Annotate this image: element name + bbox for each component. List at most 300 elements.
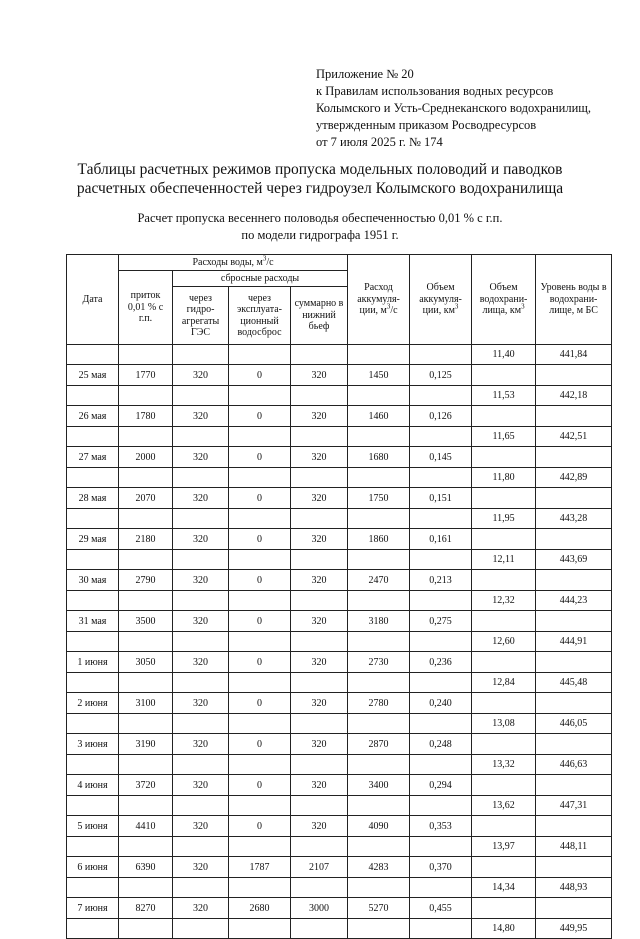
cell-empty xyxy=(119,837,173,857)
cell-accumulation-volume: 0,145 xyxy=(410,447,472,468)
cell-empty xyxy=(472,857,536,878)
cell-empty xyxy=(410,345,472,365)
cell-reservoir-volume: 13,32 xyxy=(472,755,536,775)
cell-empty xyxy=(410,386,472,406)
cell-date: 26 мая xyxy=(67,406,119,427)
cell-empty xyxy=(348,919,410,939)
cell-empty xyxy=(67,714,119,734)
title-line: Таблицы расчетных режимов пропуска модельных половодий и паводков xyxy=(77,161,563,178)
cell-water-level: 449,95 xyxy=(536,919,612,939)
cell-via-spillway: 0 xyxy=(229,570,291,591)
cell-empty xyxy=(472,570,536,591)
cell-empty xyxy=(67,468,119,488)
cell-total-downstream: 320 xyxy=(291,693,348,714)
cell-empty xyxy=(410,591,472,611)
flood-regime-table xyxy=(66,254,612,939)
table-row xyxy=(67,632,612,652)
header-exponent: 3 xyxy=(454,302,459,311)
cell-empty xyxy=(536,611,612,632)
table-row xyxy=(67,591,612,611)
table-row xyxy=(67,427,612,447)
cell-via-spillway: 0 xyxy=(229,734,291,755)
cell-empty xyxy=(472,898,536,919)
cell-empty xyxy=(67,427,119,447)
cell-empty xyxy=(410,714,472,734)
cell-empty xyxy=(472,406,536,427)
cell-empty xyxy=(348,755,410,775)
cell-empty xyxy=(291,919,348,939)
cell-total-downstream: 320 xyxy=(291,611,348,632)
cell-empty xyxy=(229,345,291,365)
cell-water-level: 442,51 xyxy=(536,427,612,447)
cell-accumulation-volume: 0,236 xyxy=(410,652,472,673)
cell-water-level: 444,91 xyxy=(536,632,612,652)
cell-empty xyxy=(173,386,229,406)
appendix-reference xyxy=(316,66,591,151)
header-accumulation-volume xyxy=(410,255,472,345)
cell-via-spillway: 2680 xyxy=(229,898,291,919)
cell-accumulation-flow: 5270 xyxy=(348,898,410,919)
cell-empty xyxy=(67,755,119,775)
table-row xyxy=(67,796,612,816)
cell-empty xyxy=(119,591,173,611)
cell-empty xyxy=(67,796,119,816)
cell-empty xyxy=(119,632,173,652)
cell-empty xyxy=(229,919,291,939)
cell-accumulation-flow: 1860 xyxy=(348,529,410,550)
cell-inflow: 3190 xyxy=(119,734,173,755)
cell-empty xyxy=(291,509,348,529)
cell-accumulation-volume: 0,151 xyxy=(410,488,472,509)
cell-empty xyxy=(536,857,612,878)
cell-empty xyxy=(472,447,536,468)
cell-empty xyxy=(348,345,410,365)
cell-reservoir-volume: 12,84 xyxy=(472,673,536,693)
cell-via-hpp: 320 xyxy=(173,447,229,468)
cell-reservoir-volume: 11,80 xyxy=(472,468,536,488)
cell-empty xyxy=(536,529,612,550)
cell-via-spillway: 0 xyxy=(229,816,291,837)
cell-empty xyxy=(173,837,229,857)
cell-total-downstream: 320 xyxy=(291,816,348,837)
cell-empty xyxy=(67,673,119,693)
cell-empty xyxy=(119,919,173,939)
cell-total-downstream: 3000 xyxy=(291,898,348,919)
cell-inflow: 2070 xyxy=(119,488,173,509)
cell-via-hpp: 320 xyxy=(173,857,229,878)
cell-empty xyxy=(173,509,229,529)
table-row xyxy=(67,406,612,427)
cell-inflow: 2790 xyxy=(119,570,173,591)
cell-total-downstream: 320 xyxy=(291,488,348,509)
cell-via-hpp: 320 xyxy=(173,529,229,550)
table-row xyxy=(67,714,612,734)
cell-empty xyxy=(536,898,612,919)
cell-accumulation-flow: 1460 xyxy=(348,406,410,427)
cell-date: 25 мая xyxy=(67,365,119,386)
cell-via-hpp: 320 xyxy=(173,488,229,509)
cell-empty xyxy=(229,591,291,611)
cell-empty xyxy=(348,837,410,857)
cell-empty xyxy=(67,919,119,939)
cell-empty xyxy=(173,591,229,611)
cell-empty xyxy=(173,714,229,734)
cell-date: 4 июня xyxy=(67,775,119,796)
table-row xyxy=(67,611,612,632)
cell-reservoir-volume: 13,97 xyxy=(472,837,536,857)
cell-inflow: 4410 xyxy=(119,816,173,837)
cell-empty xyxy=(67,550,119,570)
cell-empty xyxy=(348,673,410,693)
cell-inflow: 2180 xyxy=(119,529,173,550)
cell-reservoir-volume: 12,32 xyxy=(472,591,536,611)
table-row xyxy=(67,447,612,468)
cell-accumulation-volume: 0,294 xyxy=(410,775,472,796)
cell-inflow: 2000 xyxy=(119,447,173,468)
table-row xyxy=(67,386,612,406)
cell-empty xyxy=(410,509,472,529)
cell-water-level: 445,48 xyxy=(536,673,612,693)
cell-empty xyxy=(173,345,229,365)
cell-empty xyxy=(119,468,173,488)
cell-reservoir-volume: 11,65 xyxy=(472,427,536,447)
cell-empty xyxy=(410,427,472,447)
cell-empty xyxy=(119,878,173,898)
table-row xyxy=(67,837,612,857)
cell-accumulation-flow: 1750 xyxy=(348,488,410,509)
cell-via-spillway: 0 xyxy=(229,693,291,714)
cell-inflow: 6390 xyxy=(119,857,173,878)
table-row xyxy=(67,919,612,939)
cell-empty xyxy=(472,816,536,837)
cell-date: 1 июня xyxy=(67,652,119,673)
cell-date: 3 июня xyxy=(67,734,119,755)
cell-empty xyxy=(119,796,173,816)
cell-empty xyxy=(229,714,291,734)
cell-date: 5 июня xyxy=(67,816,119,837)
cell-via-spillway: 0 xyxy=(229,447,291,468)
header-text: Объем аккумуля-ции, км xyxy=(419,282,462,317)
cell-accumulation-flow: 4283 xyxy=(348,857,410,878)
cell-empty xyxy=(291,427,348,447)
cell-accumulation-flow: 1450 xyxy=(348,365,410,386)
cell-empty xyxy=(229,386,291,406)
cell-via-spillway: 0 xyxy=(229,611,291,632)
cell-empty xyxy=(67,386,119,406)
header-accumulation-flow xyxy=(348,255,410,345)
cell-water-level: 443,69 xyxy=(536,550,612,570)
cell-empty xyxy=(291,878,348,898)
header-date: Дата xyxy=(67,255,119,345)
header-via-hpp: через гидро-агрегаты ГЭС xyxy=(173,287,229,345)
table-row xyxy=(67,509,612,529)
cell-total-downstream: 320 xyxy=(291,775,348,796)
cell-accumulation-volume: 0,240 xyxy=(410,693,472,714)
cell-empty xyxy=(536,652,612,673)
table-row xyxy=(67,529,612,550)
cell-accumulation-volume: 0,370 xyxy=(410,857,472,878)
cell-reservoir-volume: 13,62 xyxy=(472,796,536,816)
cell-empty xyxy=(410,550,472,570)
cell-accumulation-volume: 0,125 xyxy=(410,365,472,386)
document-title xyxy=(0,160,640,198)
header-total-downstream: суммарно в нижний бьеф xyxy=(291,287,348,345)
cell-empty xyxy=(410,796,472,816)
cell-via-hpp: 320 xyxy=(173,611,229,632)
cell-empty xyxy=(229,632,291,652)
cell-empty xyxy=(472,734,536,755)
cell-accumulation-flow: 2730 xyxy=(348,652,410,673)
cell-via-hpp: 320 xyxy=(173,406,229,427)
cell-empty xyxy=(536,488,612,509)
cell-empty xyxy=(119,386,173,406)
cell-accumulation-volume: 0,161 xyxy=(410,529,472,550)
cell-empty xyxy=(410,468,472,488)
cell-date: 2 июня xyxy=(67,693,119,714)
header-water-level: Уровень воды в водохрани-лище, м БС xyxy=(536,255,612,345)
cell-empty xyxy=(348,714,410,734)
table-row xyxy=(67,775,612,796)
cell-date: 29 мая xyxy=(67,529,119,550)
cell-via-hpp: 320 xyxy=(173,365,229,386)
cell-empty xyxy=(67,509,119,529)
cell-empty xyxy=(472,775,536,796)
cell-empty xyxy=(119,427,173,447)
cell-accumulation-flow: 4090 xyxy=(348,816,410,837)
cell-reservoir-volume: 12,60 xyxy=(472,632,536,652)
cell-water-level: 446,63 xyxy=(536,755,612,775)
appendix-line: от 7 июля 2025 г. № 174 xyxy=(316,135,443,149)
cell-accumulation-flow: 3180 xyxy=(348,611,410,632)
header-text: /с xyxy=(266,256,274,268)
cell-empty xyxy=(472,365,536,386)
table-body xyxy=(67,345,612,939)
cell-water-level: 442,89 xyxy=(536,468,612,488)
cell-empty xyxy=(291,837,348,857)
cell-inflow: 3720 xyxy=(119,775,173,796)
cell-accumulation-flow: 2470 xyxy=(348,570,410,591)
title-line: расчетных обеспеченностей через гидроузел Колымского водохранилища xyxy=(76,180,564,197)
cell-empty xyxy=(410,632,472,652)
header-exponent: 3 xyxy=(521,302,525,311)
cell-empty xyxy=(173,468,229,488)
cell-empty xyxy=(67,345,119,365)
cell-empty xyxy=(173,632,229,652)
cell-total-downstream: 320 xyxy=(291,734,348,755)
cell-date: 7 июня xyxy=(67,898,119,919)
cell-empty xyxy=(536,693,612,714)
cell-empty xyxy=(410,673,472,693)
cell-empty xyxy=(229,673,291,693)
table-row-initial xyxy=(67,345,612,365)
cell-via-hpp: 320 xyxy=(173,570,229,591)
cell-accumulation-flow: 3400 xyxy=(348,775,410,796)
cell-empty xyxy=(229,427,291,447)
table-row xyxy=(67,365,612,386)
cell-empty xyxy=(348,468,410,488)
table-caption xyxy=(0,210,640,244)
cell-empty xyxy=(67,837,119,857)
cell-water-level: 447,31 xyxy=(536,796,612,816)
table-row xyxy=(67,673,612,693)
cell-inflow: 3050 xyxy=(119,652,173,673)
cell-empty xyxy=(348,427,410,447)
cell-empty xyxy=(348,386,410,406)
appendix-line: к Правилам использования водных ресурсов xyxy=(316,84,554,98)
cell-empty xyxy=(348,591,410,611)
cell-empty xyxy=(119,345,173,365)
cell-empty xyxy=(472,488,536,509)
cell-empty xyxy=(67,591,119,611)
cell-accumulation-flow: 1680 xyxy=(348,447,410,468)
cell-total-downstream: 320 xyxy=(291,406,348,427)
cell-reservoir-volume: 12,11 xyxy=(472,550,536,570)
table-row xyxy=(67,878,612,898)
cell-inflow: 3100 xyxy=(119,693,173,714)
cell-water-level: 446,05 xyxy=(536,714,612,734)
table-row xyxy=(67,857,612,878)
cell-empty xyxy=(173,550,229,570)
cell-total-downstream: 320 xyxy=(291,652,348,673)
cell-total-downstream: 320 xyxy=(291,447,348,468)
cell-empty xyxy=(119,755,173,775)
cell-empty xyxy=(410,837,472,857)
table-row xyxy=(67,468,612,488)
cell-empty xyxy=(536,406,612,427)
table-row xyxy=(67,755,612,775)
cell-empty xyxy=(173,755,229,775)
cell-date: 28 мая xyxy=(67,488,119,509)
cell-accumulation-volume: 0,213 xyxy=(410,570,472,591)
cell-total-downstream: 320 xyxy=(291,570,348,591)
cell-inflow: 8270 xyxy=(119,898,173,919)
cell-water-level: 444,23 xyxy=(536,591,612,611)
cell-empty xyxy=(229,468,291,488)
cell-empty xyxy=(229,796,291,816)
header-text: Объем водохрани-лища, км xyxy=(479,282,528,317)
cell-reservoir-volume: 11,53 xyxy=(472,386,536,406)
cell-empty xyxy=(536,734,612,755)
cell-empty xyxy=(536,447,612,468)
cell-accumulation-volume: 0,275 xyxy=(410,611,472,632)
cell-inflow: 3500 xyxy=(119,611,173,632)
cell-reservoir-volume: 11,95 xyxy=(472,509,536,529)
cell-via-spillway: 0 xyxy=(229,652,291,673)
cell-empty xyxy=(410,919,472,939)
cell-empty xyxy=(472,529,536,550)
cell-empty xyxy=(291,591,348,611)
cell-water-level: 441,84 xyxy=(536,345,612,365)
cell-via-spillway: 0 xyxy=(229,529,291,550)
cell-empty xyxy=(348,550,410,570)
cell-empty xyxy=(229,878,291,898)
cell-empty xyxy=(472,611,536,632)
table-row xyxy=(67,734,612,755)
header-exponent: 3 xyxy=(262,254,267,263)
cell-empty xyxy=(536,775,612,796)
header-text: /с xyxy=(390,305,398,317)
cell-empty xyxy=(536,365,612,386)
cell-via-spillway: 0 xyxy=(229,488,291,509)
table-row xyxy=(67,550,612,570)
cell-date: 31 мая xyxy=(67,611,119,632)
cell-empty xyxy=(536,570,612,591)
header-exponent: 3 xyxy=(386,302,391,311)
cell-empty xyxy=(291,345,348,365)
cell-via-hpp: 320 xyxy=(173,693,229,714)
cell-empty xyxy=(119,550,173,570)
header-spill-group: сбросные расходы xyxy=(173,271,348,287)
cell-empty xyxy=(173,673,229,693)
cell-empty xyxy=(291,632,348,652)
caption-line: Расчет пропуска весеннего половодья обеспеченностью 0,01 % с г.п. xyxy=(137,211,503,225)
cell-empty xyxy=(291,673,348,693)
cell-empty xyxy=(229,837,291,857)
header-flows-group xyxy=(119,255,348,271)
cell-accumulation-volume: 0,353 xyxy=(410,816,472,837)
cell-reservoir-volume: 11,40 xyxy=(472,345,536,365)
cell-empty xyxy=(229,755,291,775)
cell-via-hpp: 320 xyxy=(173,734,229,755)
table-row xyxy=(67,898,612,919)
cell-date: 30 мая xyxy=(67,570,119,591)
cell-water-level: 448,11 xyxy=(536,837,612,857)
cell-empty xyxy=(472,693,536,714)
cell-inflow: 1770 xyxy=(119,365,173,386)
header-inflow: приток 0,01 % с г.п. xyxy=(119,271,173,345)
cell-empty xyxy=(229,509,291,529)
cell-empty xyxy=(291,755,348,775)
cell-empty xyxy=(291,796,348,816)
cell-empty xyxy=(348,796,410,816)
cell-via-spillway: 0 xyxy=(229,406,291,427)
cell-water-level: 442,18 xyxy=(536,386,612,406)
cell-accumulation-volume: 0,248 xyxy=(410,734,472,755)
cell-via-hpp: 320 xyxy=(173,775,229,796)
table-row xyxy=(67,488,612,509)
cell-water-level: 448,93 xyxy=(536,878,612,898)
cell-empty xyxy=(173,919,229,939)
header-reservoir-volume xyxy=(472,255,536,345)
table-row xyxy=(67,570,612,591)
table-row xyxy=(67,693,612,714)
cell-via-hpp: 320 xyxy=(173,816,229,837)
cell-empty xyxy=(472,652,536,673)
cell-empty xyxy=(410,878,472,898)
cell-total-downstream: 320 xyxy=(291,529,348,550)
caption-line: по модели гидрографа 1951 г. xyxy=(241,228,399,242)
cell-accumulation-volume: 0,455 xyxy=(410,898,472,919)
cell-empty xyxy=(291,714,348,734)
header-via-spillway: через эксплуата-ционный водосброс xyxy=(229,287,291,345)
cell-empty xyxy=(119,714,173,734)
cell-empty xyxy=(410,755,472,775)
cell-empty xyxy=(119,673,173,693)
cell-empty xyxy=(229,550,291,570)
table-row xyxy=(67,652,612,673)
cell-empty xyxy=(291,386,348,406)
cell-inflow: 1780 xyxy=(119,406,173,427)
appendix-line: утвержденным приказом Росводресурсов xyxy=(316,118,537,132)
cell-empty xyxy=(348,509,410,529)
cell-accumulation-volume: 0,126 xyxy=(410,406,472,427)
cell-empty xyxy=(173,427,229,447)
cell-empty xyxy=(348,878,410,898)
cell-via-spillway: 0 xyxy=(229,365,291,386)
cell-reservoir-volume: 14,34 xyxy=(472,878,536,898)
cell-water-level: 443,28 xyxy=(536,509,612,529)
cell-empty xyxy=(348,632,410,652)
